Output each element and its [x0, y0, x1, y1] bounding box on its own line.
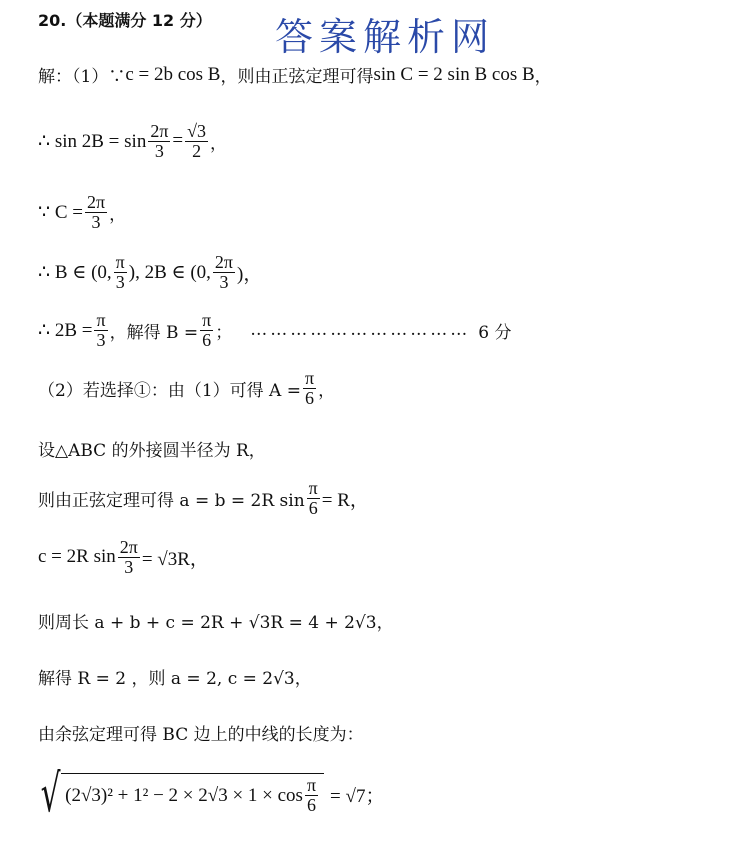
l2-end: ， — [210, 133, 228, 154]
l2-fraction-1: $\frac{2\pi}{3}$ — [150, 121, 169, 161]
l10-text: 则周长 a + b + c = 2R + √3R = 4 + 2√3， — [38, 613, 394, 633]
l6-fraction: $\frac{\pi}{6}$ — [304, 368, 315, 408]
l1-end: ， — [534, 67, 552, 87]
l4-mid: ), 2B ∈ (0, — [128, 261, 211, 283]
l7-text: 设△ABC 的外接圆半径为 R， — [38, 441, 266, 461]
l5-mid: ，解得 B = — [109, 322, 199, 343]
l9-end: = √3R， — [141, 548, 209, 570]
solution-line-12 — [38, 720, 364, 745]
l2-prefix: ∴ sin 2B = sin — [38, 130, 147, 152]
solution-line-9 — [38, 538, 209, 577]
solution-line-1 — [38, 62, 552, 87]
watermark-logo: 答案解析网 — [275, 15, 496, 59]
solution-line-11 — [38, 664, 312, 689]
radical-sign-icon: √ — [40, 764, 61, 824]
l5-fraction-1: $\frac{\pi}{3}$ — [96, 310, 106, 350]
solution-line-4 — [38, 253, 262, 292]
l4-prefix: ∴ B ∈ (0, — [38, 261, 112, 283]
solution-line-6 — [38, 369, 335, 408]
l1-eq1: c = 2b cos B — [125, 63, 221, 85]
square-root-expression — [34, 764, 324, 824]
l3-fraction: $\frac{2\pi}{3}$ — [86, 192, 106, 232]
l13-end: = √7； — [330, 785, 385, 807]
l9-fraction: $\frac{2\pi}{3}$ — [119, 537, 138, 577]
problem-title: 20.（本题满分 12 分） — [38, 11, 212, 30]
l13-fraction: $\frac{\pi}{6}$ — [306, 775, 317, 815]
l1-prefix: 解：（1）∵ — [38, 67, 126, 87]
l8-end: = R， — [321, 489, 369, 511]
solution-line-10 — [38, 608, 394, 633]
l5-prefix: ∴ 2B = — [38, 319, 93, 341]
l9-prefix: c = 2R sin — [38, 546, 116, 568]
l11-text: 解得 R = 2 ，则 a = 2, c = 2√3， — [38, 669, 312, 689]
l2-eq: = — [172, 130, 184, 152]
score-label: 6 分 — [478, 322, 512, 343]
l4-fraction-2: $\frac{2\pi}{3}$ — [214, 252, 233, 292]
solution-line-2 — [38, 122, 227, 161]
l3-prefix: ∵ C = — [38, 201, 83, 223]
solution-line-8 — [38, 479, 369, 518]
solution-line-5 — [38, 311, 511, 350]
l4-end: )， — [237, 263, 263, 285]
l6-end: ， — [318, 380, 336, 401]
l13-inner: (2√3)² + 1² − 2 × 2√3 × 1 × cos — [65, 784, 303, 806]
l5-dots: …………………………… — [250, 320, 471, 341]
l8-prefix: 则由正弦定理可得 a = b = 2R sin — [38, 490, 305, 511]
l5-semicolon: ； — [215, 322, 233, 343]
l12-text: 由余弦定理可得 BC 边上的中线的长度为： — [38, 725, 364, 745]
l4-fraction-1: $\frac{\pi}{3}$ — [115, 252, 125, 292]
l1-eq2: sin C = 2 sin B cos B — [373, 63, 535, 85]
l1-mid: ，则由正弦定理可得 — [220, 67, 374, 87]
solution-line-13 — [34, 764, 385, 824]
l2-fraction-2: $\frac{√3}{2}$ — [187, 121, 207, 161]
l8-fraction: $\frac{\pi}{6}$ — [308, 478, 318, 518]
l3-end: ， — [109, 204, 127, 225]
solution-line-7 — [38, 436, 266, 461]
l5-fraction-2: $\frac{\pi}{6}$ — [202, 310, 212, 350]
l6-prefix: （2）若选择①：由（1）可得 A = — [38, 380, 301, 401]
solution-line-3 — [38, 193, 126, 232]
